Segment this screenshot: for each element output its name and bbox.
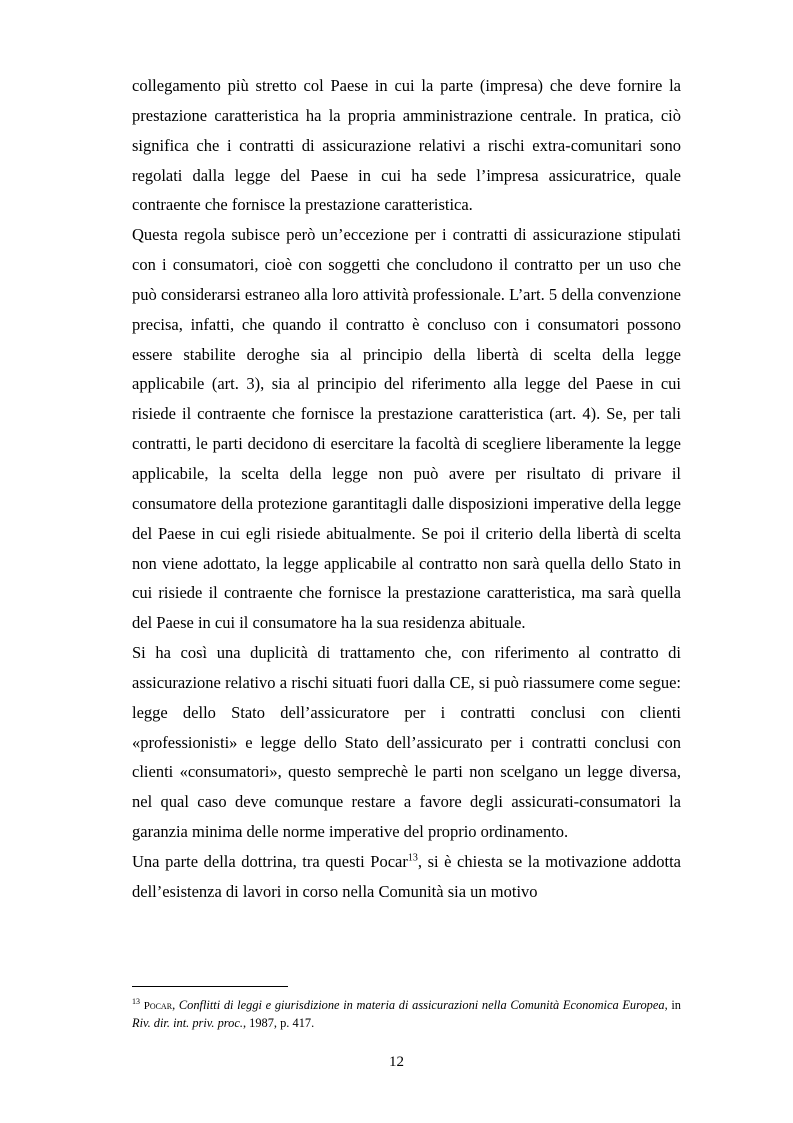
paragraph-text: , si è chiesta se la motivazione addotta dell’esistenza di lavori in corso nella Comunità sia un motivo <box>132 851 681 901</box>
paragraph-with-footnote-ref <box>132 847 681 907</box>
paragraph: Questa regola subisce però un’eccezione per i contratti di assicurazione stipulati con i consumatori, cioè con soggetti che concludono il contratto per un uso che può considerarsi estraneo alla loro attività professionale. L’art. 5 della convenzione precisa, infatti, che quando il contratto è concluso con i consumatori possono essere stabilite deroghe sia al principio della libertà di scelta della legge applicabile (art. 3), sia al principio del riferimento alla legge del Paese in cui risiede il contraente che fornisce la prestazione caratteristica (art. 4). Se, per tali contratti, le parti decidono di esercitare la facoltà di scegliere liberamente la legge applicabile, la scelta della legge non può avere per risultato di privare il consumatore della protezione garantitagli dalle disposizioni imperative della legge del Paese in cui egli risiede abitualmente. Se poi il criterio della libertà di scelta non viene adottato, la legge applicabile al contratto non sarà quella dello Stato in cui risiede il contraente che fornisce la prestazione caratteristica, ma sarà quella del Paese in cui il consumatore ha la sua residenza abituale. <box>132 225 681 633</box>
paragraph: Si ha così una duplicità di trattamento che, con riferimento al contratto di assicurazione relativo a rischi situati fuori dalla CE, si può riassumere come segue: legge dello Stato dell’assicuratore per i contratti conclusi con clienti «professionisti» e legge dello Stato dell’assicurato per i contratti conclusi con clienti «consumatori», questo semprechè le parti non scelgano un legge diversa, nel qual caso deve comunque restare a favore degli assicurati-consumatori la garanzia minima delle norme imperative del proprio ordinamento. <box>132 643 681 842</box>
paragraph: collegamento più stretto col Paese in cui la parte (impresa) che deve fornire la prestazione caratteristica ha la propria amministrazione centrale. In pratica, ciò significa che i contratti di assicurazione relativi a rischi extra-comunitari sono regolati dalla legge del Paese in cui ha sede l’impresa assicuratrice, quale contraente che fornisce la prestazione caratteristica. <box>132 76 681 215</box>
footnote-title: Conflitti di leggi e giurisdizione in materia di assicurazioni nella Comunità Economica Europea <box>178 998 665 1012</box>
page-number: 12 <box>389 1054 404 1070</box>
paragraph-text: Una parte della dottrina, tra questi Pocar <box>132 851 408 871</box>
footnote-journal: Riv. dir. int. priv. proc. <box>132 1016 243 1030</box>
footnote-reference[interactable]: 13 <box>407 852 418 864</box>
footnote-in-label: , in <box>664 998 682 1012</box>
footnote: $^{13}$ Pocar, Conflitti di leggi e giurisdizione in materia di assicurazioni nella Comunità Economica Europea, in Riv. dir. int. priv. proc., 1987, p. 417. <box>132 996 682 1030</box>
footnote-author: Pocar <box>143 1000 173 1012</box>
body-text <box>132 71 681 907</box>
footnote-separator <box>132 986 288 987</box>
footnote-number: 13 <box>132 996 140 1006</box>
footnote-rest: , 1987, p. 417. <box>242 1016 315 1030</box>
